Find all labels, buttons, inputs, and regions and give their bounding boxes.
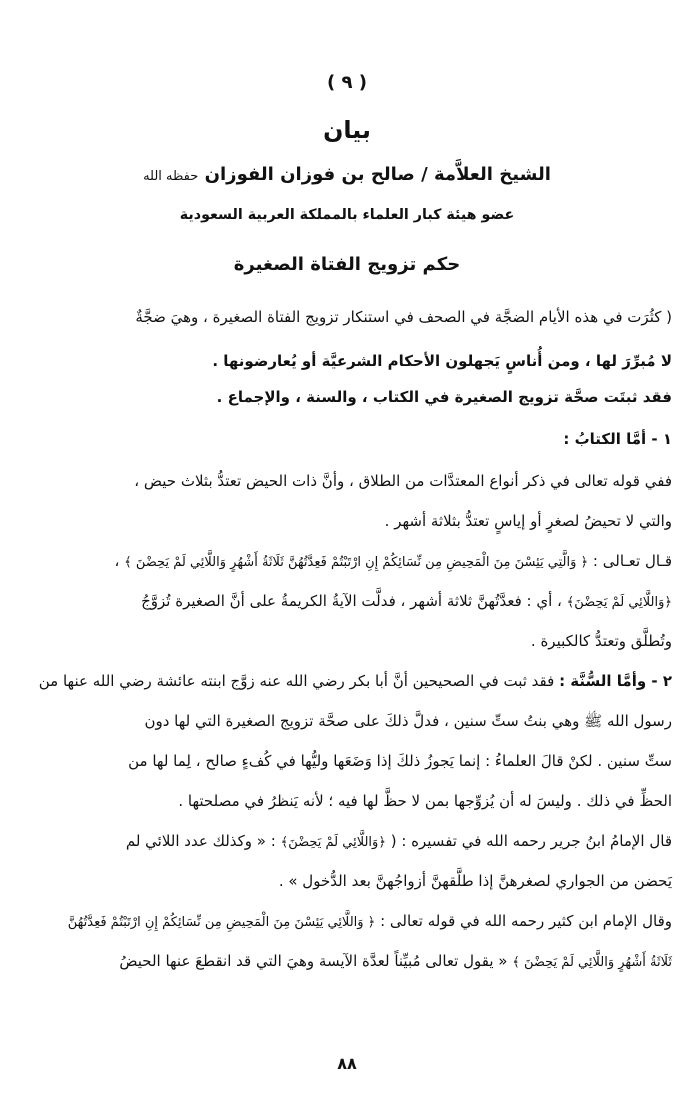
line-text: قال الإمامُ ابنُ جرير رحمه الله في تفسيره : ( xyxy=(385,832,672,850)
page-number: ٨٨ xyxy=(337,1054,357,1073)
line-text: « يقول تعالى مُبيِّناً لعدَّة الآيسة وهيَ التي قد انقطعَ عنها الحيضُ xyxy=(119,952,513,970)
section-title: حكم تزويج الفتاة الصغيرة xyxy=(233,254,461,275)
paragraph-line: والتي لا تحيضُ لصغرٍ أو إياسٍ تعتدُّ بثلاثة أشهر . xyxy=(384,512,672,530)
paragraph-line xyxy=(20,830,672,854)
author-line xyxy=(0,164,694,185)
paragraph-line: يَحضن من الجواري لصغرهنَّ إذا طلَّقهنَّ أزواجُهنَّ بعد الدُّخول » . xyxy=(278,872,672,890)
chapter-number: ( ٩ ) xyxy=(326,72,368,93)
quran-verse: ﴿ وَالَّتِي يَئِسْنَ مِنَ الْمَحِيضِ مِن نِّسَائِكُمْ إِنِ ارْتَبْتُمْ فَعِدَّتُهُنَّ ثَلَاثَةُ أَشْهُرٍ وَاللَّائِي لَمْ يَحِضْنَ ﴾ xyxy=(124,555,589,570)
quran-verse: ثَلَاثَةُ أَشْهُرٍ وَاللَّائِي لَمْ يَحِضْنَ ﴾ xyxy=(512,955,672,970)
subsection-heading: ١ - أمَّا الكتابُ : xyxy=(563,430,672,448)
line-text: وقال الإمام ابن كثير رحمه الله في قوله تعالى : xyxy=(375,912,672,930)
line-text: ، xyxy=(114,552,125,570)
author-honorific: حفظه الله xyxy=(143,169,199,184)
paragraph-line xyxy=(20,550,672,574)
line-text: فقد ثبت في الصحيحين أنَّ أبا بكر رضي الله عنه زوَّج ابنته عائشة رضي الله عنها من xyxy=(38,672,560,690)
paragraph-line xyxy=(20,670,672,692)
quran-verse: ﴿ وَاللَّائِي يَئِسْنَ مِنَ الْمَحِيضِ مِن نِّسَائِكُمْ إِنِ ارْتَبْتُمْ فَعِدَّتُهُنَّ xyxy=(67,915,376,930)
line-text: قـال تعـالى : xyxy=(588,552,672,570)
paragraph-line: ستِّ سنين . لكنْ قالَ العلماءُ : إنما يَجوزُ ذلكَ إذا وَضَعَها وليُّها في كُفءٍ صالح ، لِما لها من xyxy=(128,752,672,770)
paragraph-line xyxy=(20,590,672,614)
paragraph-line xyxy=(20,950,672,974)
paragraph-line: ففي قوله تعالى في ذكر أنواع المعتدَّات من الطلاق ، وأنَّ ذات الحيض تعتدُّ بثلاث حيض ، xyxy=(134,472,672,490)
paragraph-line: الحظِّ في ذلك . وليسَ له أن يُزوِّجها بمن لا حظَّ لها فيه ؛ لأنه يَنظرُ في مصلحتها . xyxy=(178,792,672,810)
paragraph-line: ( كثُرَت في هذه الأيام الضجَّة في الصحف في استنكار تزويج الفتاة الصغيرة ، وهيَ ضجَّةٌ xyxy=(135,308,672,326)
paragraph-line: فقد ثبتَت صحَّة تزويج الصغيرة في الكتاب ، والسنة ، والإجماع . xyxy=(216,388,672,406)
quran-verse: ﴿وَاللَّائِي لَمْ يَحِضْنَ﴾ xyxy=(566,595,672,610)
paragraph-line: لا مُبرِّرَ لها ، ومن أُناسٍ يَجهلون الأحكام الشرعيَّة أو يُعارضونها . xyxy=(212,352,672,370)
line-text: : « وكذلك عدد اللائي لم xyxy=(125,832,281,850)
paragraph-line: وتُطلَّق وتعتدُّ كالكبيرة . xyxy=(530,632,672,650)
subsection-heading: ٢ - وأمَّا السُّنَّة : xyxy=(559,672,672,690)
line-text: ، أي : فعدَّتُهنَّ ثلاثة أشهر ، فدلَّت الآيةُ الكريمةُ على أنَّ الصغيرة تُزوَّجُ xyxy=(141,592,562,610)
paragraph-line xyxy=(20,910,672,934)
author-name: الشيخ العلاَّمة / صالح بن فوزان الفوزان xyxy=(204,164,551,185)
page-title: بيان xyxy=(323,116,371,144)
quran-verse: ﴿وَاللَّائِي لَمْ يَحِضْنَ﴾ xyxy=(280,835,386,850)
author-affiliation: عضو هيئة كبار العلماء بالمملكة العربية السعودية xyxy=(179,207,515,223)
paragraph-line: رسول الله ﷺ وهي بنتُ ستِّ سنين ، فدلَّ ذلكَ على صحَّة تزويج الصغيرة التي لها دون xyxy=(144,712,672,730)
